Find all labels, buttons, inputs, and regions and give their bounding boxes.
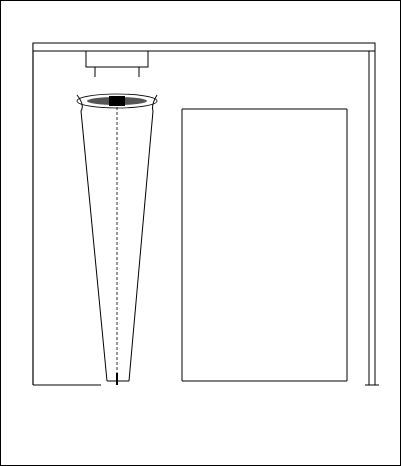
batch-dryer-diagram — [1, 1, 401, 399]
fan-rotor — [77, 94, 157, 108]
acu-tower — [77, 95, 157, 385]
fan-housing — [86, 51, 148, 77]
drying-rack — [182, 109, 347, 381]
dryer-chamber — [33, 43, 379, 385]
